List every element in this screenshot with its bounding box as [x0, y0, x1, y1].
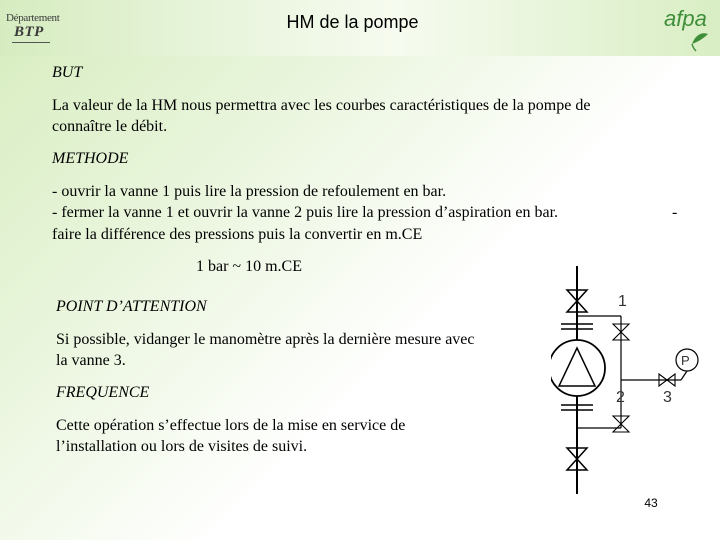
- frequence-heading: FREQUENCE: [56, 384, 150, 401]
- valve-2-label: 2: [616, 389, 625, 406]
- pump-diagram: [551, 266, 700, 494]
- logo-left-btp-text: BTP: [14, 24, 44, 40]
- page-title: HM de la pompe: [286, 12, 419, 32]
- methode-heading: METHODE: [52, 150, 129, 167]
- attention-line-1: Si possible, vidanger le manomètre après la dernière mesure avec: [56, 331, 475, 348]
- page-number: 43: [644, 496, 658, 510]
- attention-heading: POINT D’ATTENTION: [56, 298, 207, 315]
- logo-left-underline: [12, 42, 50, 43]
- valve-3-label: 3: [663, 389, 672, 406]
- frequence-line-2: l’installation ou lors de visites de suivi.: [56, 438, 308, 455]
- but-line-1: La valeur de la HM nous permettra avec les courbes caractéristiques de la pompe de: [52, 97, 591, 114]
- valve-1-label: 1: [618, 293, 627, 310]
- methode-dash: -: [672, 204, 678, 221]
- gauge-label: P: [681, 353, 690, 368]
- attention-line-2: la vanne 3.: [56, 352, 126, 369]
- frequence-line-1: Cette opération s’effectue lors de la mise en service de: [56, 417, 406, 434]
- methode-line-2: - fermer la vanne 1 et ouvrir la vanne 2 puis lire la pression d’aspiration en bar.: [52, 204, 559, 221]
- methode-line-1: - ouvrir la vanne 1 puis lire la pression de refoulement en bar.: [52, 183, 447, 200]
- but-line-2: connaître le débit.: [52, 118, 168, 135]
- but-heading: BUT: [52, 64, 83, 81]
- logo-left-top-text: Département: [6, 12, 60, 24]
- conversion-note: 1 bar ~ 10 m.CE: [196, 258, 302, 275]
- afpa-logo: [662, 4, 714, 52]
- afpa-logo-text: afpa: [664, 6, 707, 31]
- methode-line-3: faire la différence des pressions puis la convertir en m.CE: [52, 226, 423, 243]
